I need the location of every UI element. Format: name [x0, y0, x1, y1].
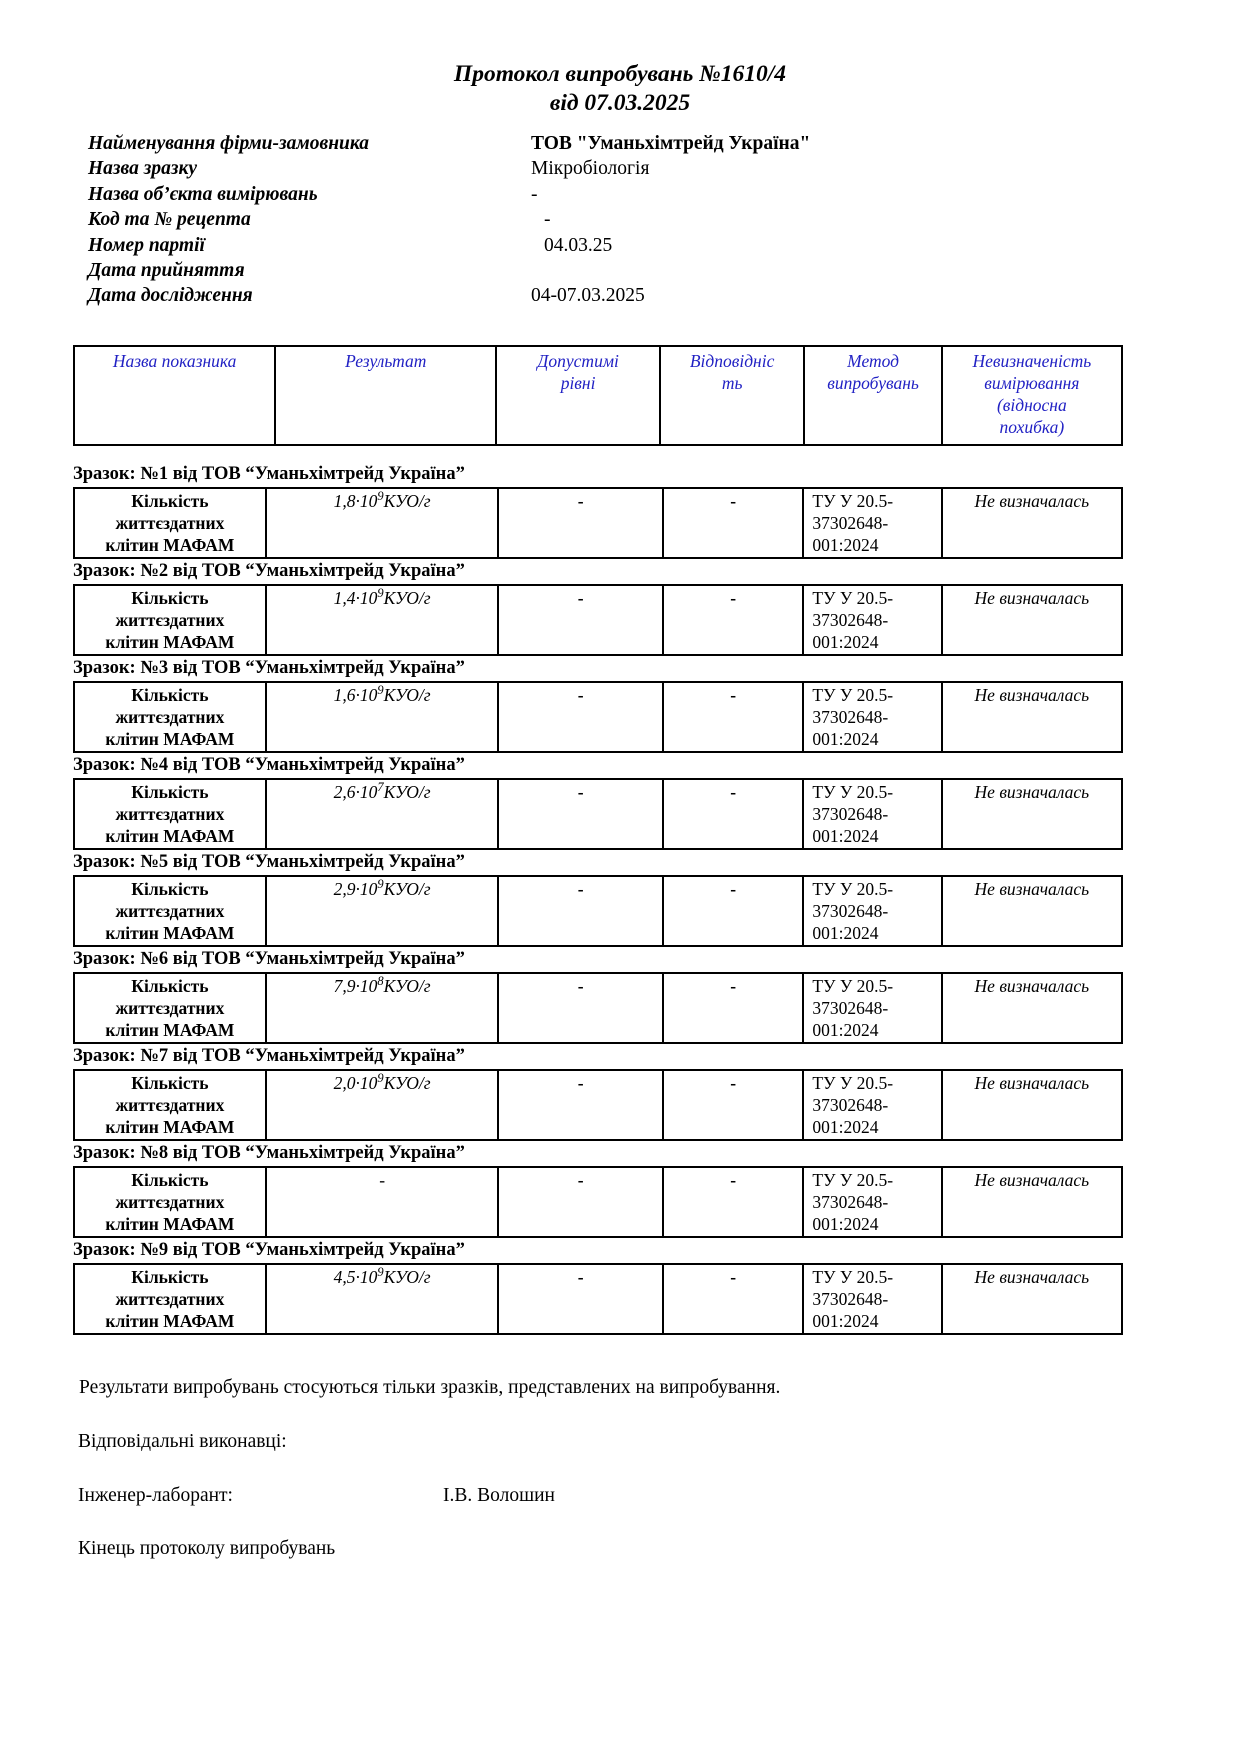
- method-line: 001:2024: [812, 1116, 879, 1137]
- result-unit: КУО/г: [383, 878, 431, 899]
- sample-caption: Зразок: №5 від ТОВ “Уманьхімтрейд Україна”: [73, 851, 465, 872]
- sample-results-table: [73, 1069, 1123, 1141]
- result-unit: КУО/г: [383, 490, 431, 511]
- engineer-label: Інженер-лаборант:: [78, 1484, 233, 1506]
- indicator-line: життєздатних: [115, 803, 225, 824]
- result-value: 1,4·10: [333, 587, 378, 608]
- method-cell: [803, 488, 941, 558]
- sample-results-table: [73, 875, 1123, 947]
- method-line: 37302648-: [812, 803, 889, 824]
- sample-results-table: [73, 584, 1123, 656]
- sample-block: [73, 1044, 1123, 1141]
- field-value: Мікробіологія: [531, 158, 650, 180]
- sample-results-table: [73, 972, 1123, 1044]
- indicator-line: Кількість: [131, 684, 209, 705]
- indicator-line: життєздатних: [115, 900, 225, 921]
- field-row-acceptance-date: [88, 258, 1123, 283]
- allowed-level-cell: -: [498, 1070, 663, 1140]
- indicator-line: клітин МАФАМ: [105, 1116, 235, 1137]
- allowed-level-cell: -: [498, 876, 663, 946]
- sample-caption: Зразок: №8 від ТОВ “Уманьхімтрейд Україна”: [73, 1142, 465, 1163]
- sample-result-row: [74, 488, 1122, 558]
- result-exponent: 9: [377, 586, 384, 601]
- method-line: ТУ У 20.5-: [812, 781, 894, 802]
- samples-container: [73, 462, 1123, 1335]
- sample-caption: Зразок: №7 від ТОВ “Уманьхімтрейд Україна”: [73, 1045, 465, 1066]
- uncertainty-cell: Не визначалась: [942, 682, 1122, 752]
- result-unit: КУО/г: [383, 1266, 431, 1287]
- header-line: Метод: [847, 350, 899, 371]
- result-value: 2,9·10: [333, 878, 378, 899]
- sample-caption: Зразок: №3 від ТОВ “Уманьхімтрейд Україна”: [73, 657, 465, 678]
- conformity-cell: -: [663, 1264, 803, 1334]
- field-value: ТОВ "Уманьхімтрейд Україна": [531, 133, 811, 154]
- sample-result-row: [74, 585, 1122, 655]
- result-value: 7,9·10: [333, 975, 378, 996]
- conformity-cell: -: [663, 488, 803, 558]
- result-cell: [266, 585, 499, 655]
- result-cell: [266, 1167, 499, 1237]
- method-line: ТУ У 20.5-: [812, 684, 894, 705]
- method-cell: [803, 1167, 941, 1237]
- field-label: Назва зразку: [88, 158, 197, 180]
- indicator-cell: [74, 876, 266, 946]
- conformity-cell: -: [663, 876, 803, 946]
- allowed-level-cell: -: [498, 488, 663, 558]
- result-value: 1,6·10: [333, 684, 378, 705]
- sample-block: [73, 1238, 1123, 1335]
- field-value: -: [544, 209, 551, 231]
- header-fields: [73, 131, 1123, 309]
- method-cell: [803, 876, 941, 946]
- document-body: [73, 131, 1123, 1562]
- method-line: 37302648-: [812, 1094, 889, 1115]
- header-line: Невизначеність: [972, 350, 1092, 371]
- result-value: 2,6·10: [333, 781, 378, 802]
- method-cell: [803, 779, 941, 849]
- result-cell: [266, 876, 499, 946]
- sample-result-row: [74, 1167, 1122, 1237]
- result-cell: [266, 973, 499, 1043]
- sample-result-row: [74, 1264, 1122, 1334]
- sample-result-row: [74, 876, 1122, 946]
- indicator-line: життєздатних: [115, 512, 225, 533]
- indicator-line: клітин МАФАМ: [105, 1019, 235, 1040]
- sample-caption: Зразок: №1 від ТОВ “Уманьхімтрейд Україна”: [73, 463, 465, 484]
- indicator-line: життєздатних: [115, 609, 225, 630]
- field-value: -: [531, 183, 538, 205]
- result-value: -: [379, 1169, 386, 1190]
- sample-block: [73, 850, 1123, 947]
- header-line: вимірювання: [984, 372, 1080, 393]
- method-line: ТУ У 20.5-: [812, 1072, 894, 1093]
- indicator-cell: [74, 488, 266, 558]
- method-line: 37302648-: [812, 997, 889, 1018]
- indicator-cell: [74, 682, 266, 752]
- indicator-cell: [74, 1167, 266, 1237]
- allowed-level-cell: -: [498, 1264, 663, 1334]
- field-row-batch-number: [88, 233, 1123, 258]
- method-cell: [803, 1264, 941, 1334]
- result-value: 4,5·10: [333, 1266, 378, 1287]
- result-cell: [266, 682, 499, 752]
- field-label: Назва об’єкта вимірювань: [88, 183, 318, 205]
- allowed-level-cell: -: [498, 779, 663, 849]
- result-unit: КУО/г: [383, 587, 431, 608]
- document-title-line2: від 07.03.2025: [549, 90, 691, 116]
- method-cell: [803, 682, 941, 752]
- sample-caption: Зразок: №4 від ТОВ “Уманьхімтрейд Україна”: [73, 754, 465, 775]
- indicator-line: клітин МАФАМ: [105, 534, 235, 555]
- document-title: [0, 60, 1240, 118]
- result-cell: [266, 488, 499, 558]
- indicator-line: життєздатних: [115, 1191, 225, 1212]
- field-row-research-date: [88, 283, 1123, 308]
- indicator-line: Кількість: [131, 781, 209, 802]
- method-line: 37302648-: [812, 900, 889, 921]
- method-line: ТУ У 20.5-: [812, 587, 894, 608]
- method-line: 001:2024: [812, 534, 879, 555]
- conformity-cell: -: [663, 973, 803, 1043]
- sample-caption: Зразок: №2 від ТОВ “Уманьхімтрейд Україна”: [73, 560, 465, 581]
- conformity-cell: -: [663, 779, 803, 849]
- result-exponent: 8: [377, 974, 384, 989]
- method-line: 001:2024: [812, 728, 879, 749]
- indicator-line: Кількість: [131, 878, 209, 899]
- engineer-row: [73, 1483, 1123, 1509]
- field-row-sample-name: [88, 156, 1123, 181]
- method-line: 001:2024: [812, 631, 879, 652]
- method-line: 37302648-: [812, 1191, 889, 1212]
- indicator-line: клітин МАФАМ: [105, 1310, 235, 1331]
- header-cell-allowed-levels: [496, 346, 659, 445]
- result-value: 2,0·10: [333, 1072, 378, 1093]
- field-label: Номер партії: [88, 234, 205, 256]
- field-label: Найменування фірми-замовника: [88, 133, 370, 154]
- engineer-name: І.В. Волошин: [443, 1484, 555, 1506]
- result-exponent: 9: [377, 489, 384, 504]
- conformity-cell: -: [663, 1167, 803, 1237]
- field-label: Код та № рецепта: [88, 209, 251, 231]
- result-exponent: 7: [377, 780, 384, 795]
- header-cell-indicator: [74, 346, 275, 445]
- scope-note: Результати випробувань стосуються тільки зразків, представлених на випробування.: [79, 1376, 781, 1398]
- field-row-measuring-object: [88, 182, 1123, 207]
- indicator-line: клітин МАФАМ: [105, 825, 235, 846]
- allowed-level-cell: -: [498, 682, 663, 752]
- sample-block: [73, 947, 1123, 1044]
- result-value: 1,8·10: [333, 490, 378, 511]
- indicator-cell: [74, 779, 266, 849]
- document-title-line1: Протокол випробувань №1610/4: [453, 61, 787, 87]
- result-unit: КУО/г: [383, 1072, 431, 1093]
- field-row-recipe-code: [88, 207, 1123, 232]
- header-cell-result: [275, 346, 496, 445]
- result-unit: КУО/г: [383, 684, 431, 705]
- uncertainty-cell: Не визначалась: [942, 585, 1122, 655]
- header-line: ть: [721, 372, 743, 393]
- header-cell-uncertainty: [942, 346, 1122, 445]
- indicator-line: життєздатних: [115, 706, 225, 727]
- uncertainty-cell: Не визначалась: [942, 1264, 1122, 1334]
- method-line: ТУ У 20.5-: [812, 490, 894, 511]
- result-unit: КУО/г: [383, 781, 431, 802]
- indicator-line: Кількість: [131, 490, 209, 511]
- sample-results-table: [73, 1166, 1123, 1238]
- indicator-line: життєздатних: [115, 997, 225, 1018]
- field-row-customer: [88, 131, 1123, 156]
- indicator-line: Кількість: [131, 1169, 209, 1190]
- header-line: Назва показника: [112, 350, 237, 371]
- indicator-line: клітин МАФАМ: [105, 1213, 235, 1234]
- method-line: 001:2024: [812, 1310, 879, 1331]
- sample-result-row: [74, 682, 1122, 752]
- result-exponent: 9: [377, 1071, 384, 1086]
- indicator-line: Кількість: [131, 1072, 209, 1093]
- uncertainty-cell: Не визначалась: [942, 973, 1122, 1043]
- result-exponent: 9: [377, 683, 384, 698]
- sample-result-row: [74, 973, 1122, 1043]
- sample-block: [73, 753, 1123, 850]
- indicator-line: Кількість: [131, 587, 209, 608]
- allowed-level-cell: -: [498, 585, 663, 655]
- result-cell: [266, 1264, 499, 1334]
- sample-block: [73, 656, 1123, 753]
- method-line: ТУ У 20.5-: [812, 975, 894, 996]
- result-exponent: 9: [377, 877, 384, 892]
- header-line: Допустимі: [537, 350, 619, 371]
- header-line: Відповідніс: [689, 350, 775, 371]
- method-line: 37302648-: [812, 512, 889, 533]
- header-line: рівні: [560, 372, 596, 393]
- uncertainty-cell: Не визначалась: [942, 1070, 1122, 1140]
- sample-block: [73, 1141, 1123, 1238]
- header-cell-method: [804, 346, 941, 445]
- conformity-cell: -: [663, 585, 803, 655]
- results-header-table: [73, 345, 1123, 446]
- uncertainty-cell: Не визначалась: [942, 488, 1122, 558]
- method-line: 001:2024: [812, 1213, 879, 1234]
- conformity-cell: -: [663, 682, 803, 752]
- sample-result-row: [74, 1070, 1122, 1140]
- header-cell-conformity: [660, 346, 805, 445]
- method-cell: [803, 585, 941, 655]
- sample-results-table: [73, 1263, 1123, 1335]
- method-line: ТУ У 20.5-: [812, 1169, 894, 1190]
- indicator-line: клітин МАФАМ: [105, 728, 235, 749]
- sample-results-table: [73, 681, 1123, 753]
- method-line: 001:2024: [812, 922, 879, 943]
- sample-caption: Зразок: №9 від ТОВ “Уманьхімтрейд Україна”: [73, 1239, 465, 1260]
- header-line: (відносна: [996, 394, 1067, 415]
- indicator-cell: [74, 1264, 266, 1334]
- result-cell: [266, 1070, 499, 1140]
- method-line: ТУ У 20.5-: [812, 1266, 894, 1287]
- header-line: випробувань: [827, 372, 919, 393]
- uncertainty-cell: Не визначалась: [942, 876, 1122, 946]
- method-line: 001:2024: [812, 1019, 879, 1040]
- method-cell: [803, 973, 941, 1043]
- method-line: 37302648-: [812, 1288, 889, 1309]
- indicator-cell: [74, 585, 266, 655]
- executors-label: Відповідальні виконавці:: [78, 1430, 287, 1452]
- indicator-line: Кількість: [131, 1266, 209, 1287]
- method-line: ТУ У 20.5-: [812, 878, 894, 899]
- sample-block: [73, 462, 1123, 559]
- indicator-line: клітин МАФАМ: [105, 922, 235, 943]
- method-line: 37302648-: [812, 706, 889, 727]
- sample-results-table: [73, 487, 1123, 559]
- indicator-cell: [74, 1070, 266, 1140]
- indicator-cell: [74, 973, 266, 1043]
- results-header-row: [74, 346, 1122, 445]
- method-line: 001:2024: [812, 825, 879, 846]
- indicator-line: клітин МАФАМ: [105, 631, 235, 652]
- field-value: 04.03.25: [544, 234, 613, 256]
- result-cell: [266, 779, 499, 849]
- allowed-level-cell: -: [498, 973, 663, 1043]
- uncertainty-cell: Не визначалась: [942, 1167, 1122, 1237]
- allowed-level-cell: -: [498, 1167, 663, 1237]
- field-label: Дата прийняття: [88, 260, 245, 282]
- header-line: Результат: [345, 350, 427, 371]
- method-line: 37302648-: [812, 609, 889, 630]
- field-value: 04-07.03.2025: [531, 285, 645, 307]
- conformity-cell: -: [663, 1070, 803, 1140]
- method-cell: [803, 1070, 941, 1140]
- uncertainty-cell: Не визначалась: [942, 779, 1122, 849]
- indicator-line: життєздатних: [115, 1094, 225, 1115]
- header-line: похибка): [999, 416, 1065, 437]
- sample-block: [73, 559, 1123, 656]
- indicator-line: Кількість: [131, 975, 209, 996]
- field-label: Дата дослідження: [88, 285, 253, 307]
- indicator-line: життєздатних: [115, 1288, 225, 1309]
- sample-caption: Зразок: №6 від ТОВ “Уманьхімтрейд Україна”: [73, 948, 465, 969]
- sample-results-table: [73, 778, 1123, 850]
- sample-result-row: [74, 779, 1122, 849]
- result-unit: КУО/г: [383, 975, 431, 996]
- end-of-protocol-note: Кінець протоколу випробувань: [78, 1537, 336, 1559]
- result-exponent: 9: [377, 1265, 384, 1280]
